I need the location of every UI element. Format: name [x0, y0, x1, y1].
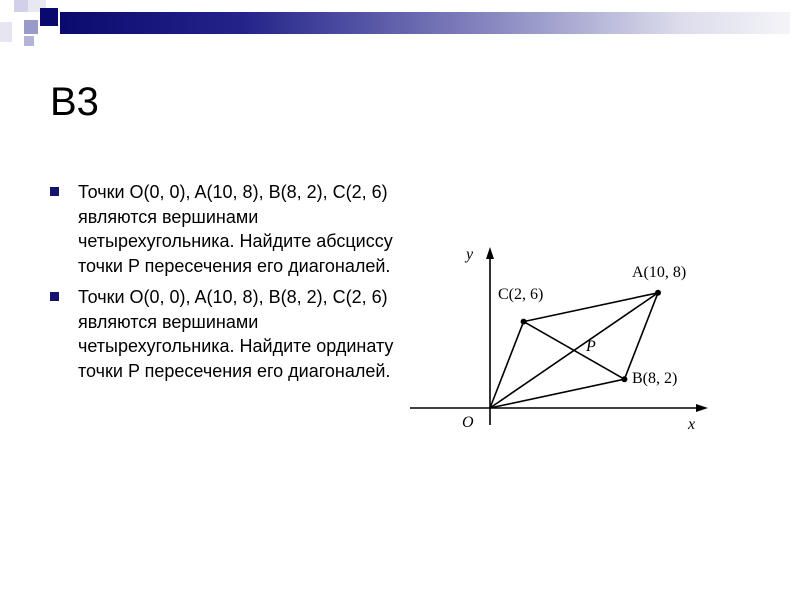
- decor-square: [24, 20, 38, 34]
- quadrilateral-diagram: [400, 235, 720, 445]
- decor-square: [24, 36, 34, 46]
- bullet-item: [50, 180, 400, 278]
- x-axis-arrow-icon: [696, 404, 708, 412]
- point-label-b: B(8, 2): [632, 370, 678, 387]
- quadrilateral-shape: [490, 293, 658, 408]
- origin-label: O: [462, 414, 474, 431]
- y-axis-arrow-icon: [486, 247, 494, 259]
- bullet-square-icon: [50, 187, 59, 196]
- vertex-dot-b: [621, 376, 627, 382]
- bullet-square-icon: [50, 292, 59, 301]
- slide-title: В3: [50, 80, 99, 124]
- title-bar-decoration: [60, 12, 790, 34]
- bullet-text: Точки O(0, 0), A(10, 8), B(8, 2), C(2, 6) являются вершинами четырехугольника. Найдите ординату точки P пересечения его диагоналей.: [78, 287, 394, 381]
- bullet-text: Точки O(0, 0), A(10, 8), B(8, 2), C(2, 6) являются вершинами четырехугольника. Найдите абсциссу точки P пересечения его диагоналей.: [78, 182, 393, 276]
- decor-square: [40, 8, 58, 26]
- point-label-c: C(2, 6): [498, 286, 544, 303]
- decor-square: [0, 22, 12, 42]
- bullet-item: [50, 285, 400, 383]
- vertex-dot-a: [655, 290, 661, 296]
- side-ab: [624, 293, 658, 379]
- vertex-dot-c: [521, 319, 527, 325]
- side-oc: [490, 322, 524, 408]
- x-axis-label: x: [688, 416, 696, 433]
- bullet-list: [50, 180, 400, 390]
- vertex-points: [521, 290, 661, 382]
- intersection-label: P: [586, 338, 596, 355]
- decor-square: [14, 0, 28, 12]
- point-label-a: A(10, 8): [632, 264, 687, 281]
- diagonal-cb: [524, 322, 625, 380]
- y-axis-label: y: [466, 246, 474, 263]
